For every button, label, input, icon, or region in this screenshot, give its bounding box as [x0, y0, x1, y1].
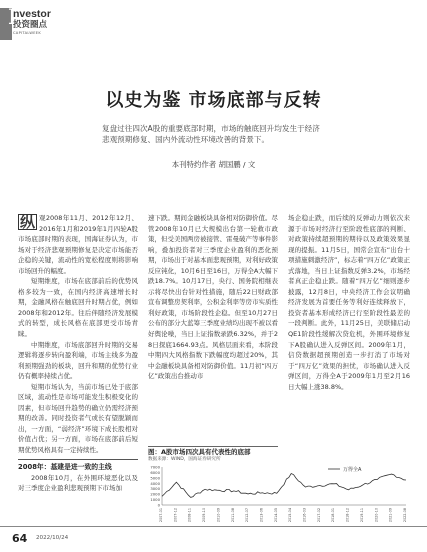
y-tick-label: 5000: [150, 475, 160, 481]
series-line-wande-a: [162, 474, 406, 498]
y-tick-label: 0: [157, 502, 160, 508]
x-tick-label: 2011-08: [230, 508, 235, 523]
brand-tagline: CAPITALWEEK: [13, 31, 41, 35]
paragraph: 场企稳止跌，而后续的反弹动力则依次来源于市场对经济行至阶段性底部的判断、对政策持续超预期的期待以及政策效果显现的提振。11月5日，国常会宣布“出台十项措施刺激经济”，标志着“四万亿”政策正式落地，当日上证指数反弹3.2%，市场经者真正企稳止跌。随着“四万亿”细则逐步披露，12月8日，中央经济工作会议明确经济发展为首要任务等利好连续释放下，投资者基本形成经济已行至阶段性最差的一段判断。此外，11月25日，美联储启动QE1阶段性缓解次贷危机，外围环境修复下A股确认进入反弹区间。2009年1月，信贷数据超预期创造一步打消了市场对于“四万亿”效果的担忧，市场确认进入反弹区间，万得全A于2009年1月至2月16日大幅上涨38.8%。: [288, 214, 410, 391]
x-tick-label: 2007-01: [159, 508, 163, 523]
x-tick-label: 2010-09: [216, 508, 221, 523]
x-tick-label: 2008-11: [187, 508, 192, 523]
paragraph: 短期市场认为，当前市场已处于底部区域，流动性是市场可能发生积极变化的因素，但市场回升趋势的确立仍需经济预期的改善。同时投资者气或长有望脱颖而出，一方面，“弱经济”环境下成长股相对价值占优；另一方面，市场在底部前后短期优势风格具有一定持续性。: [18, 382, 138, 455]
y-tick-label: 3000: [150, 486, 160, 492]
paragraph: 短期维度，市场在底部前后的优势风格多较为一致，在国内经济高速增长时期，金融风格在触底回升时期占优，例如2008年和2012年。往后伴随经济发展模式的转型，成长风格在底部更受市场青睐。: [18, 277, 138, 339]
figure-title: 图：A股市场四次具有代表性的底部: [148, 448, 251, 456]
x-tick-label: 2021-09: [388, 508, 393, 523]
article-title: 以史为鉴 市场底部与反转: [105, 90, 322, 111]
x-tick-label: 2017-02: [316, 508, 321, 523]
x-tick-label: 2009-10: [202, 508, 207, 523]
x-tick-label: 2018-01: [331, 508, 336, 523]
x-tick-label: 2014-05: [273, 508, 278, 523]
x-tick-label: 2012-07: [245, 508, 250, 523]
paragraph: 2008年10月，在外围环境恶化以及对三季度企业盈利悲观预期下市场加: [18, 473, 138, 493]
x-tick-label: 2018-12: [345, 508, 350, 523]
index-line-chart: [148, 463, 410, 523]
paragraph: 纵 观2008年11月、2012年12月、2016年1月和2019年1月四轮A股市场底部时期的表现，国海证券认为，市场对于经济悲观预期修复是决定市场能否企稳的关键，流动性的宽松程度则将影响市场回升的幅度。: [18, 213, 138, 275]
x-axis: [157, 502, 407, 523]
y-tick-label: 1000: [150, 497, 160, 503]
issue-date: 2022/10/24: [36, 535, 69, 541]
legend-label: 万得全A: [343, 467, 362, 473]
section-name: 投资圈点: [13, 20, 48, 30]
article-author: 本刊特约作者 胡国鹏 / 文: [171, 160, 256, 169]
y-tick-label: 7000: [150, 464, 160, 470]
page-number: 64: [12, 532, 28, 545]
paragraph: 速下跌。期间金融板块具备相对防御价值。尽管2008年10月已大规模出台第一轮救市政策，但受美国两房被接管、雷曼破产等事件影响，叠加投资者对三季度企业盈利的恶化预期，市场出于对基本面悲观预期，对利好政策反应钝化，10月6日至16日，万得全A大幅下跌18.7%。10月17日，央行、国务院相继表示将尽快出台针对性措施，随后22日财政部宣布调整房契利率，公积金利率等房市实质性利好政策，市场阶段性企稳。但至10月27日公布的部分大蓝筹三季度业绩均出现不被以看好舆论噪，当日上证指数录跌6.32%，并于28日探底1664.93点。风格层面来看，本阶段中期四大风格指数下跌幅度均超过20%，其中金融板块具备相对防御价值。11月初“四万亿”政策出台推动市: [148, 214, 278, 381]
x-tick-label: 2022-08: [403, 508, 407, 523]
x-tick-label: 2013-06: [259, 508, 264, 523]
column-3: [288, 213, 410, 392]
x-tick-label: 2019-11: [359, 508, 364, 523]
x-tick-label: 2015-04: [288, 508, 293, 523]
brand-name: nvestor: [13, 8, 51, 20]
column-2: [148, 213, 278, 382]
drop-cap: 纵: [20, 213, 36, 231]
brand-initial: I: [8, 4, 18, 29]
x-tick-label: 2020-10: [374, 508, 379, 523]
paragraph: 中期维度，市场底部回升时期的交易逻辑将逐步转向盈利端，市场主线多为盈利预期强劲的板块，回升和期的优势行业仍有概率持续占优。: [18, 340, 138, 381]
article-lead: 复盘过往四次A股的重要底部时期，市场的触底回升均发生于经济悲观预期修复、国内外流动性环境改善的背景下。: [102, 124, 320, 144]
y-tick-label: 2000: [150, 491, 160, 497]
x-tick-label: 2016-03: [302, 508, 307, 523]
x-tick-label: 2007-12: [173, 508, 178, 523]
section-heading: 2008年：基建是进一致的主线: [18, 463, 112, 472]
figure-top-rule: [148, 446, 278, 447]
column-1: [18, 213, 138, 494]
y-tick-label: 6000: [150, 469, 160, 475]
footer-rule: [0, 526, 427, 527]
y-axis: [150, 465, 162, 508]
section-divider: [18, 459, 138, 460]
figure-source: 数据来源：WIND，国海证券研究所: [148, 457, 221, 462]
y-tick-label: 4000: [150, 480, 160, 486]
